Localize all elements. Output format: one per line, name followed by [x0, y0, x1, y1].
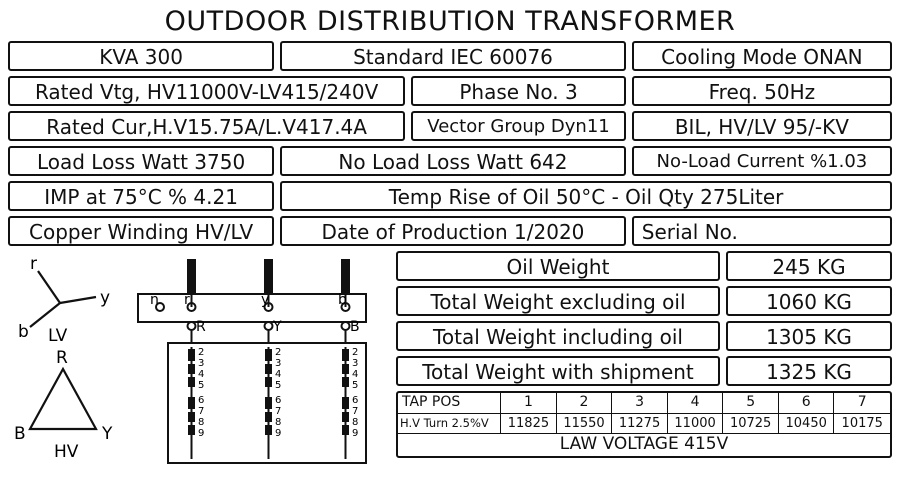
- tap-voltage-row: [398, 413, 890, 433]
- lv-label-n: n: [150, 292, 159, 308]
- svg-text:7: 7: [275, 406, 282, 417]
- table-row: [396, 321, 892, 351]
- hv-terminal-circles: [188, 322, 350, 330]
- tap-pos-header: TAP POS: [398, 393, 501, 413]
- table-row: [396, 251, 892, 281]
- svg-text:2: 2: [352, 347, 359, 358]
- hv-vector-group-label: HV: [54, 442, 79, 462]
- bottom-area: [0, 251, 900, 466]
- svg-text:5: 5: [352, 380, 359, 391]
- table-row: [8, 181, 892, 211]
- svg-text:4: 4: [275, 369, 282, 380]
- svg-text:4: 4: [198, 369, 205, 380]
- tap-voltage-1: 11825: [501, 414, 557, 433]
- lv-vector-label-r: r: [30, 254, 37, 274]
- cell-no-load-current: No-Load Current %1.03: [632, 146, 892, 176]
- cell-phase-no: Phase No. 3: [411, 76, 626, 106]
- svg-text:3: 3: [275, 358, 282, 369]
- svg-text:4: 4: [352, 369, 359, 380]
- cell-rated-voltage: Rated Vtg, HV11000V-LV415/240V: [8, 76, 405, 106]
- lv-label-b: b: [338, 292, 347, 308]
- cell-date-of-production: Date of Production 1/2020: [280, 216, 626, 246]
- value-total-weight-including-oil: 1305 KG: [726, 321, 892, 351]
- cell-rated-current: Rated Cur,H.V15.75A/L.V417.4A: [8, 111, 405, 141]
- svg-text:5: 5: [275, 380, 282, 391]
- tap-pos-4: 4: [668, 393, 724, 413]
- label-total-weight-excluding-oil: Total Weight excluding oil: [396, 286, 720, 316]
- svg-text:2: 2: [275, 347, 282, 358]
- hv-vector-label-r: R: [56, 348, 68, 368]
- table-row: [8, 146, 892, 176]
- svg-text:9: 9: [275, 428, 282, 439]
- cell-impedance: IMP at 75°C % 4.21: [8, 181, 274, 211]
- tap-pos-2: 2: [557, 393, 613, 413]
- svg-text:9: 9: [352, 428, 359, 439]
- svg-text:8: 8: [352, 417, 359, 428]
- law-voltage-footer: LAW VOLTAGE 415V: [398, 433, 890, 456]
- lv-label-y: y: [261, 292, 270, 308]
- table-row: [8, 41, 892, 71]
- lv-neutral-bar: [138, 294, 366, 322]
- svg-text:7: 7: [352, 406, 359, 417]
- label-total-weight-including-oil: Total Weight including oil: [396, 321, 720, 351]
- lv-vector-group-label: LV: [48, 326, 68, 346]
- hv-label-R: R: [196, 319, 206, 335]
- svg-text:9: 9: [198, 428, 205, 439]
- svg-text:6: 6: [275, 395, 282, 406]
- cell-serial-no: Serial No.: [632, 216, 892, 246]
- label-oil-weight: Oil Weight: [396, 251, 720, 281]
- lv-label-r: r: [184, 292, 190, 308]
- svg-text:2: 2: [198, 347, 205, 358]
- svg-text:6: 6: [198, 395, 205, 406]
- hv-label-B: B: [350, 319, 360, 335]
- tap-pos-6: 6: [779, 393, 835, 413]
- weights-and-taps: [396, 251, 892, 466]
- winding-diagram: [8, 251, 396, 466]
- svg-text:8: 8: [198, 417, 205, 428]
- hv-vector-label-y: Y: [102, 424, 113, 444]
- value-total-weight-excluding-oil: 1060 KG: [726, 286, 892, 316]
- table-row: [396, 286, 892, 316]
- tap-voltage-6: 10450: [779, 414, 835, 433]
- page-title: OUTDOOR DISTRIBUTION TRANSFORMER: [164, 6, 736, 37]
- svg-text:3: 3: [352, 358, 359, 369]
- tap-changer-table: [396, 391, 892, 458]
- table-row: [396, 356, 892, 386]
- cell-cooling-mode: Cooling Mode ONAN: [632, 41, 892, 71]
- hv-turn-header: H.V Turn 2.5%V: [398, 414, 501, 433]
- svg-text:8: 8: [275, 417, 282, 428]
- lv-bushings: [187, 259, 350, 295]
- cell-standard: Standard IEC 60076: [280, 41, 626, 71]
- lv-vector-symbol: [30, 271, 96, 327]
- tap-pos-7: 7: [857, 394, 867, 410]
- tap-voltage-2: 11550: [557, 414, 613, 433]
- hv-label-Y: Y: [273, 319, 282, 335]
- table-row: [8, 216, 892, 246]
- svg-text:6: 6: [352, 395, 359, 406]
- cell-winding-material: Copper Winding HV/LV: [8, 216, 274, 246]
- tap-voltage-4: 11000: [668, 414, 724, 433]
- tap-voltage-5: 10725: [723, 414, 779, 433]
- cell-kva: KVA 300: [8, 41, 274, 71]
- lv-vector-label-y: y: [100, 288, 111, 308]
- svg-text:3: 3: [198, 358, 205, 369]
- hv-tap-columns: [188, 347, 358, 459]
- label-total-weight-with-shipment: Total Weight with shipment: [396, 356, 720, 386]
- value-oil-weight: 245 KG: [726, 251, 892, 281]
- cell-bil: BIL, HV/LV 95/-KV: [632, 111, 892, 141]
- spec-table: [0, 41, 900, 246]
- winding-diagram-svg: [8, 251, 396, 466]
- cell-frequency: Freq. 50Hz: [632, 76, 892, 106]
- tap-pos-3: 3: [612, 393, 668, 413]
- lv-vector-label-b: b: [18, 322, 29, 342]
- value-total-weight-with-shipment: 1325 KG: [726, 356, 892, 386]
- svg-text:5: 5: [198, 380, 205, 391]
- tap-voltage-3: 11275: [612, 414, 668, 433]
- cell-temp-rise-oil-qty: Temp Rise of Oil 50°C - Oil Qty 275Liter: [280, 181, 892, 211]
- tap-voltage-7: 10175: [841, 416, 883, 431]
- cell-no-load-loss: No Load Loss Watt 642: [280, 146, 626, 176]
- svg-text:7: 7: [198, 406, 205, 417]
- table-row: [8, 111, 892, 141]
- hv-vector-label-b: B: [14, 424, 26, 444]
- tap-pos-5: 5: [723, 393, 779, 413]
- tap-pos-1: 1: [501, 393, 557, 413]
- table-row: [8, 76, 892, 106]
- tap-position-row: [398, 393, 890, 413]
- cell-vector-group: Vector Group Dyn11: [411, 111, 626, 141]
- cell-load-loss: Load Loss Watt 3750: [8, 146, 274, 176]
- hv-vector-symbol: [30, 369, 96, 429]
